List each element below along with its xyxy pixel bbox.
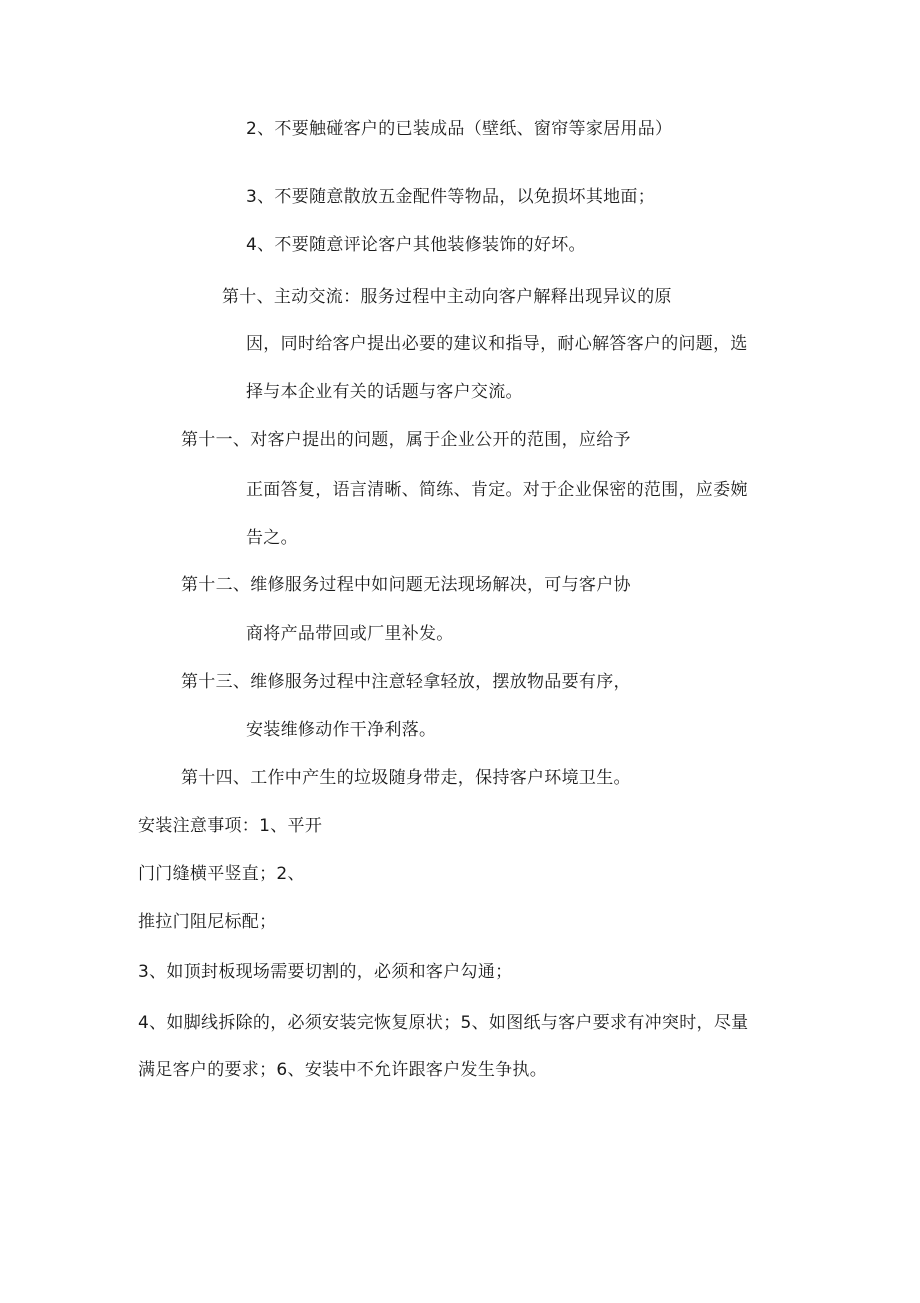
- text-line-install-notes-a: 安装注意事项：1、平开: [138, 816, 323, 836]
- text-line-section-12-b: 商将产品带回或厂里补发。: [246, 624, 454, 644]
- text-line-section-13-a: 第十三、维修服务过程中注意轻拿轻放，摆放物品要有序，: [181, 672, 631, 692]
- text-line-section-10-a: 第十、主动交流：服务过程中主动向客户解释出现异议的原: [222, 287, 672, 307]
- text-line-install-notes-b: 门门缝横平竖直；2、: [138, 864, 305, 884]
- text-line-section-14: 第十四、工作中产生的垃圾随身带走，保持客户环境卫生。: [181, 768, 631, 788]
- text-line-install-notes-e: 4、如脚线拆除的，必须安装完恢复原状；5、如图纸与客户要求有冲突时，尽量: [138, 1013, 749, 1033]
- text-line-section-10-c: 择与本企业有关的话题与客户交流。: [246, 382, 523, 402]
- text-line-rule-3: 3、不要随意散放五金配件等物品，以免损坏其地面；: [246, 187, 656, 207]
- text-line-install-notes-d: 3、如顶封板现场需要切割的，必须和客户勾通；: [138, 962, 513, 982]
- text-line-section-10-b: 因，同时给客户提出必要的建议和指导，耐心解答客户的问题，选: [246, 334, 748, 354]
- text-line-install-notes-f: 满足客户的要求；6、安装中不允许跟客户发生争执。: [138, 1060, 548, 1080]
- text-line-section-11-c: 告之。: [246, 528, 298, 548]
- text-line-rule-2: 2、不要触碰客户的已装成品（壁纸、窗帘等家居用品）: [246, 119, 673, 139]
- text-line-install-notes-c: 推拉门阻尼标配；: [138, 912, 277, 932]
- text-line-section-11-b: 正面答复，语言清晰、简练、肯定。对于企业保密的范围，应委婉: [246, 480, 748, 500]
- text-line-rule-4: 4、不要随意评论客户其他装修装饰的好坏。: [246, 235, 586, 255]
- text-line-section-11-a: 第十一、对客户提出的问题，属于企业公开的范围，应给予: [181, 430, 631, 450]
- text-line-section-13-b: 安装维修动作干净利落。: [246, 720, 437, 740]
- text-line-section-12-a: 第十二、维修服务过程中如问题无法现场解决，可与客户协: [181, 575, 631, 595]
